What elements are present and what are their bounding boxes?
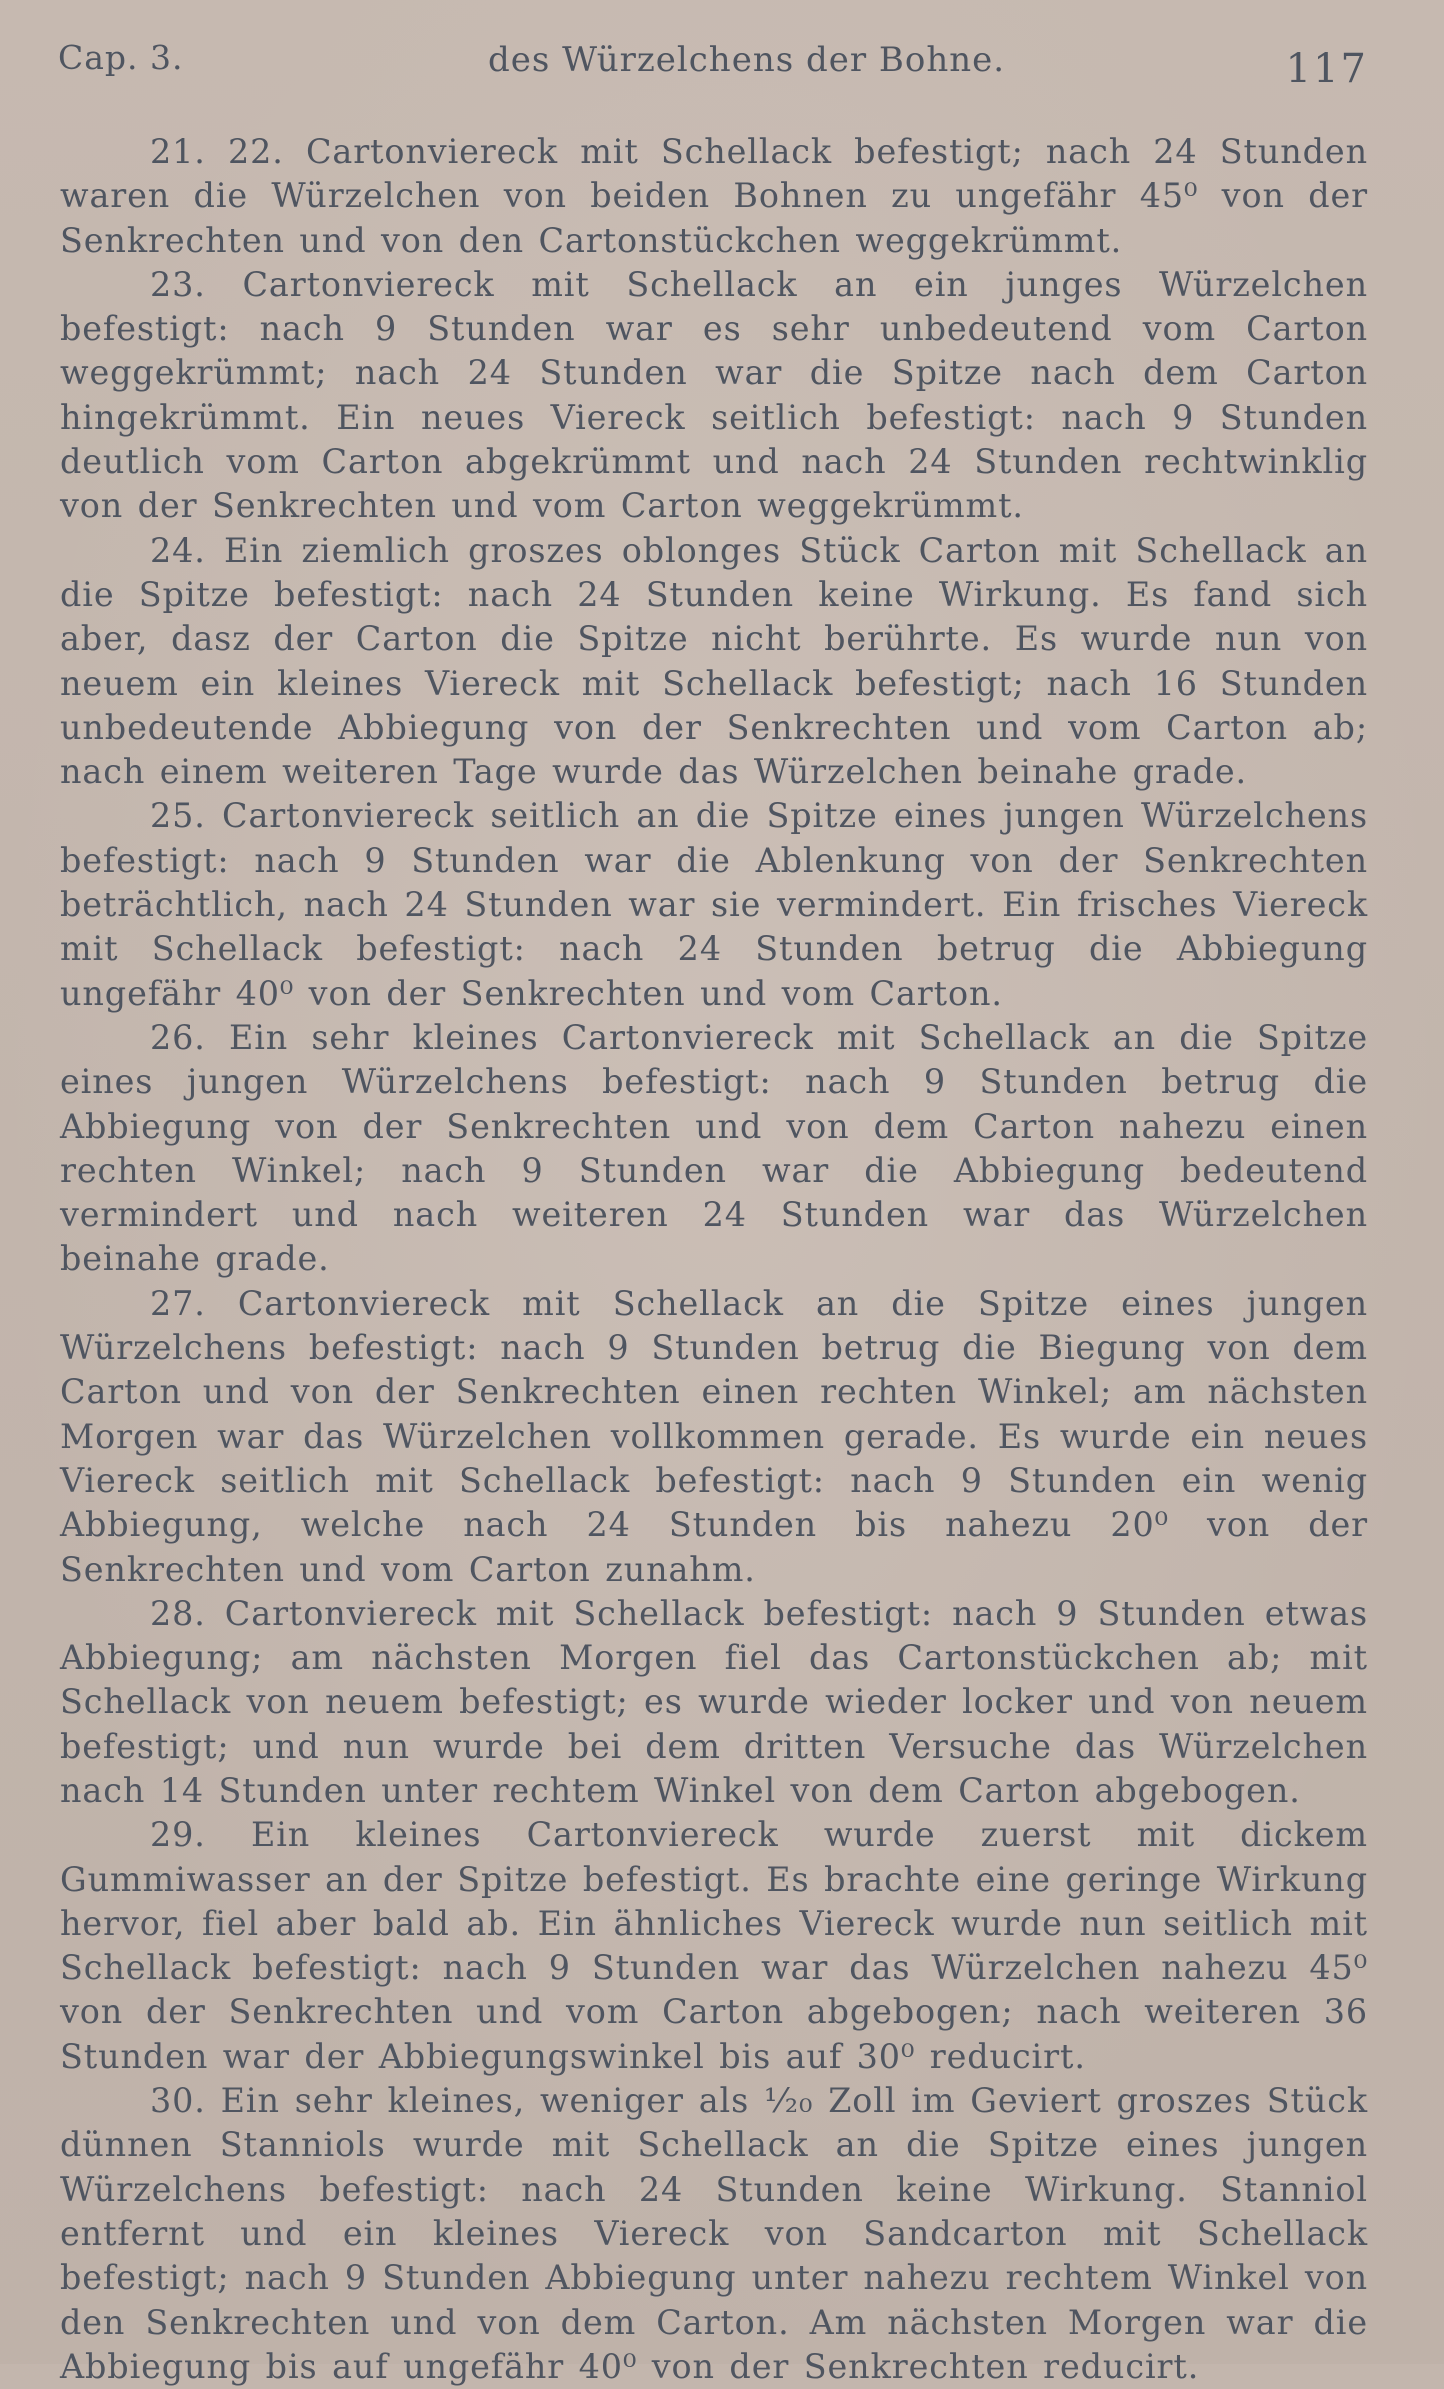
paragraph-28: 28. Cartonviereck mit Schellack befestigt: nach 9 Stunden etwas Abbiegung; am nächsten Morgen fiel das Cartonstückchen ab; mit Schellack von neuem befestigt; es wurde wieder locker und von neuem befestigt; und nun wurde bei dem dritten Versuche das Würzelchen nach 14 Stunden unter rechtem Winkel von dem Carton abgebogen. (60, 1593, 1368, 1810)
page-header (58, 38, 1368, 98)
paragraph-23: 23. Cartonviereck mit Schellack an ein junges Würzelchen befestigt: nach 9 Stunden war es sehr unbedeutend vom Carton weggekrümmt; nach 24 Stunden war die Spitze nach dem Carton hingekrümmt. Ein neues Viereck seitlich befestigt: nach 9 Stunden deutlich vom Carton abgekrümmt und nach 24 Stunden rechtwinklig von der Senkrechten und vom Carton weggekrümmt. (60, 264, 1368, 526)
paragraph-29: 29. Ein kleines Cartonviereck wurde zuerst mit dickem Gummiwasser an der Spitze befestigt. Es brachte eine geringe Wirkung hervor, fiel aber bald ab. Ein ähnliches Viereck wurde nun seitlich mit Schellack befestigt: nach 9 Stunden war das Würzelchen nahezu 45⁰ von der Senkrechten und vom Carton abgebogen; nach weiteren 36 Stunden war der Abbiegungswinkel bis auf 30⁰ reducirt. (60, 1815, 1368, 2076)
body-text (60, 130, 1368, 2389)
paragraph-26: 26. Ein sehr kleines Cartonviereck mit Schellack an die Spitze eines jungen Würzelchens befestigt: nach 9 Stunden betrug die Abbiegung von der Senkrechten und von dem Carton nahezu einen rechten Winkel; nach 9 Stunden war die Abbiegung bedeutend vermindert und nach weiteren 24 Stunden war das Würzelchen beinahe grade. (60, 1017, 1368, 1279)
paragraph-21-22: 21. 22. Cartonviereck mit Schellack befestigt; nach 24 Stunden waren die Würzelchen von beiden Bohnen zu ungefähr 45⁰ von der Senkrechten und von den Cartonstückchen weggekrümmt. (60, 132, 1368, 260)
running-title: des Würzelchens der Bohne. (488, 40, 1006, 80)
paragraph-24: 24. Ein ziemlich groszes oblonges Stück Carton mit Schellack an die Spitze befestigt: nach 24 Stunden keine Wirkung. Es fand sich aber, dasz der Carton die Spitze nicht berührte. Es wurde nun von neuem ein kleines Viereck mit Schellack befestigt; nach 16 Stunden unbedeutende Abbiegung von der Senkrechten und vom Carton ab; nach einem weiteren Tage wurde das Würzelchen beinahe grade. (60, 530, 1368, 792)
page-number: 117 (1285, 46, 1368, 92)
chapter-label: Cap. 3. (58, 38, 184, 77)
paragraph-30: 30. Ein sehr kleines, weniger als ¹⁄₂₀ Zoll im Geviert groszes Stück dünnen Stanniols wurde mit Schellack an die Spitze eines jungen Würzelchens befestigt: nach 24 Stunden keine Wirkung. Stanniol entfernt und ein kleines Viereck von Sandcarton mit Schellack befestigt; nach 9 Stunden Abbiegung unter nahezu rechtem Winkel von den Senkrechten und von dem Carton. Am nächsten Morgen war die Abbiegung bis auf ungefähr 40⁰ von der Senkrechten reducirt. (60, 2081, 1368, 2386)
paragraph-27: 27. Cartonviereck mit Schellack an die Spitze eines jungen Würzelchens befestigt: nach 9 Stunden betrug die Biegung von dem Carton und von der Senkrechten einen rechten Winkel; am nächsten Morgen war das Würzelchen vollkommen gerade. Es wurde ein neues Viereck seitlich mit Schellack befestigt: nach 9 Stunden ein wenig Abbiegung, welche nach 24 Stunden bis nahezu 20⁰ von der Senkrechten und vom Carton zunahm. (60, 1283, 1368, 1589)
paragraph-25: 25. Cartonviereck seitlich an die Spitze eines jungen Würzelchens befestigt: nach 9 Stunden war die Ablenkung von der Senkrechten beträchtlich, nach 24 Stunden war sie vermindert. Ein frisches Viereck mit Schellack befestigt: nach 24 Stunden betrug die Abbiegung ungefähr 40⁰ von der Senkrechten und vom Carton. (60, 796, 1368, 1013)
